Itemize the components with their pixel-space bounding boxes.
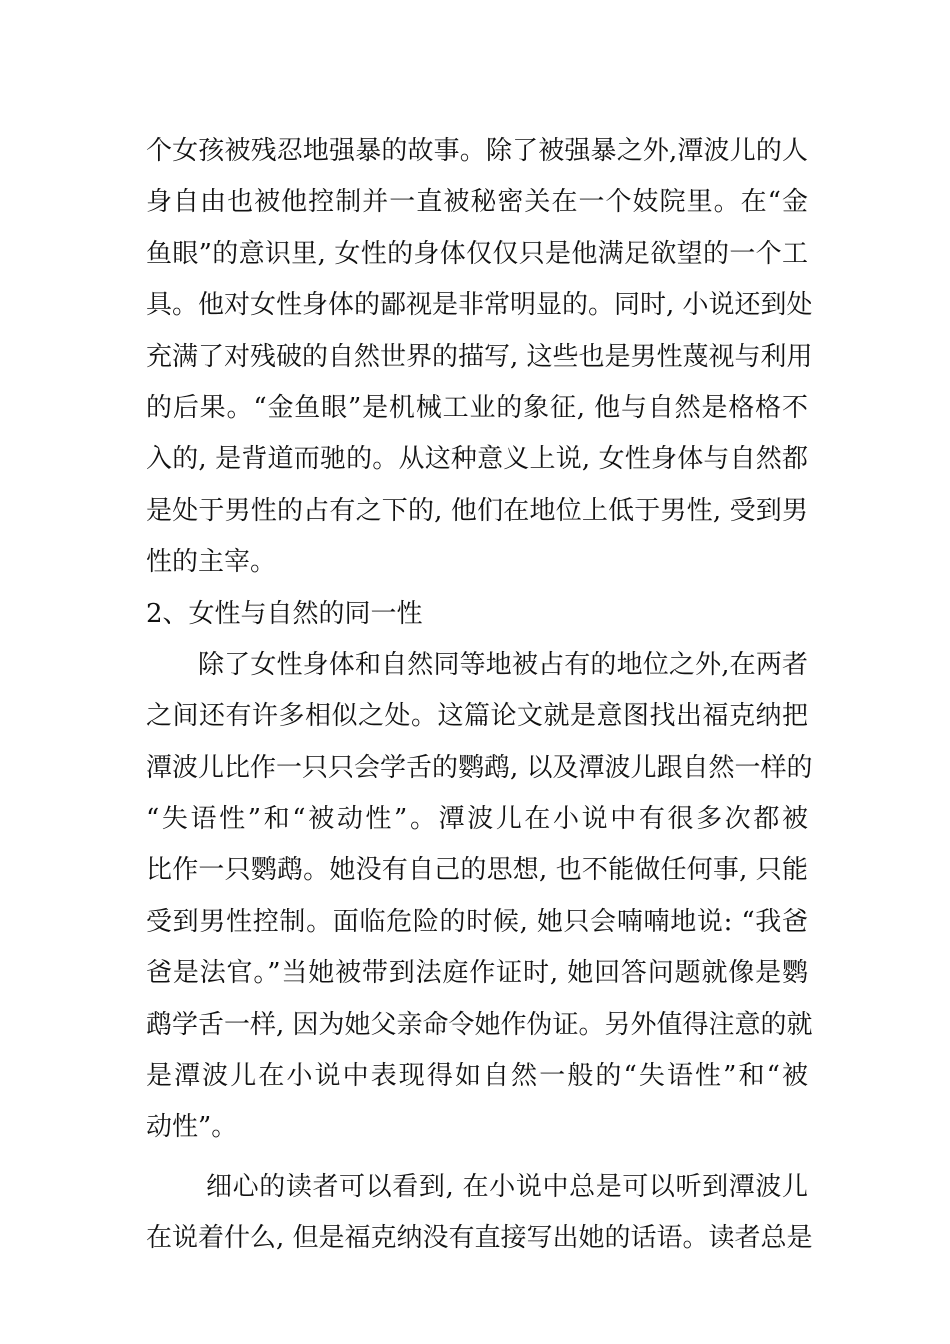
text-line: 入的, 是背道而驰的。从这种意义上说, 女性身体与自然都 <box>146 444 808 475</box>
paragraph-3 <box>146 1162 813 1265</box>
text-line: 鹉学舌一样, 因为她父亲命令她作伪证。另外值得注意的就 <box>146 1009 813 1040</box>
text-line: 性的主宰。 <box>146 547 277 578</box>
text-line: 身自由也被他控制并一直被秘密关在一个妓院里。在“金 <box>146 187 808 218</box>
paragraph-1 <box>146 126 813 589</box>
text-line: “失语性”和“被动性”。潭波儿在小说中有很多次都被 <box>146 804 808 835</box>
text-line: 动性”。 <box>146 1112 238 1143</box>
section-heading: 2、女性与自然的同一性 <box>146 598 423 629</box>
text-line: 鱼眼”的意识里, 女性的身体仅仅只是他满足欲望的一个工 <box>146 238 808 269</box>
text-line: 潭波儿比作一只只会学舌的鹦鹉, 以及潭波儿跟自然一样的 <box>146 752 813 783</box>
text-line: 充满了对残破的自然世界的描写, 这些也是男性蔑视与利用 <box>146 341 813 372</box>
text-line: 在说着什么, 但是福克纳没有直接写出她的话语。读者总是 <box>146 1223 813 1254</box>
text-line: 爸是法官。”当她被带到法庭作证时, 她回答问题就像是鹦 <box>146 958 808 989</box>
text-line: 之间还有许多相似之处。这篇论文就是意图找出福克纳把 <box>146 701 808 732</box>
text-line: 是潭波儿在小说中表现得如自然一般的“失语性”和“被 <box>146 1061 808 1092</box>
text-line: 是处于男性的占有之下的, 他们在地位上低于男性, 受到男 <box>146 495 808 526</box>
body-text <box>146 126 813 1265</box>
text-line: 的后果。“金鱼眼”是机械工业的象征, 他与自然是格格不 <box>146 392 808 423</box>
text-line: 除了女性身体和自然同等地被占有的地位之外,在两者 <box>198 649 808 680</box>
text-line: 具。他对女性身体的鄙视是非常明显的。同时, 小说还到处 <box>146 290 813 321</box>
text-line: 细心的读者可以看到, 在小说中总是可以听到潭波儿 <box>206 1171 808 1202</box>
text-line: 个女孩被残忍地强暴的故事。除了被强暴之外,潭波儿的人 <box>146 136 808 166</box>
paragraph-2 <box>146 640 813 1154</box>
text-line: 比作一只鹦鹉。她没有自己的思想, 也不能做任何事, 只能 <box>146 855 808 886</box>
text-line: 受到男性控制。面临危险的时候, 她只会喃喃地说: “我爸 <box>146 906 808 937</box>
